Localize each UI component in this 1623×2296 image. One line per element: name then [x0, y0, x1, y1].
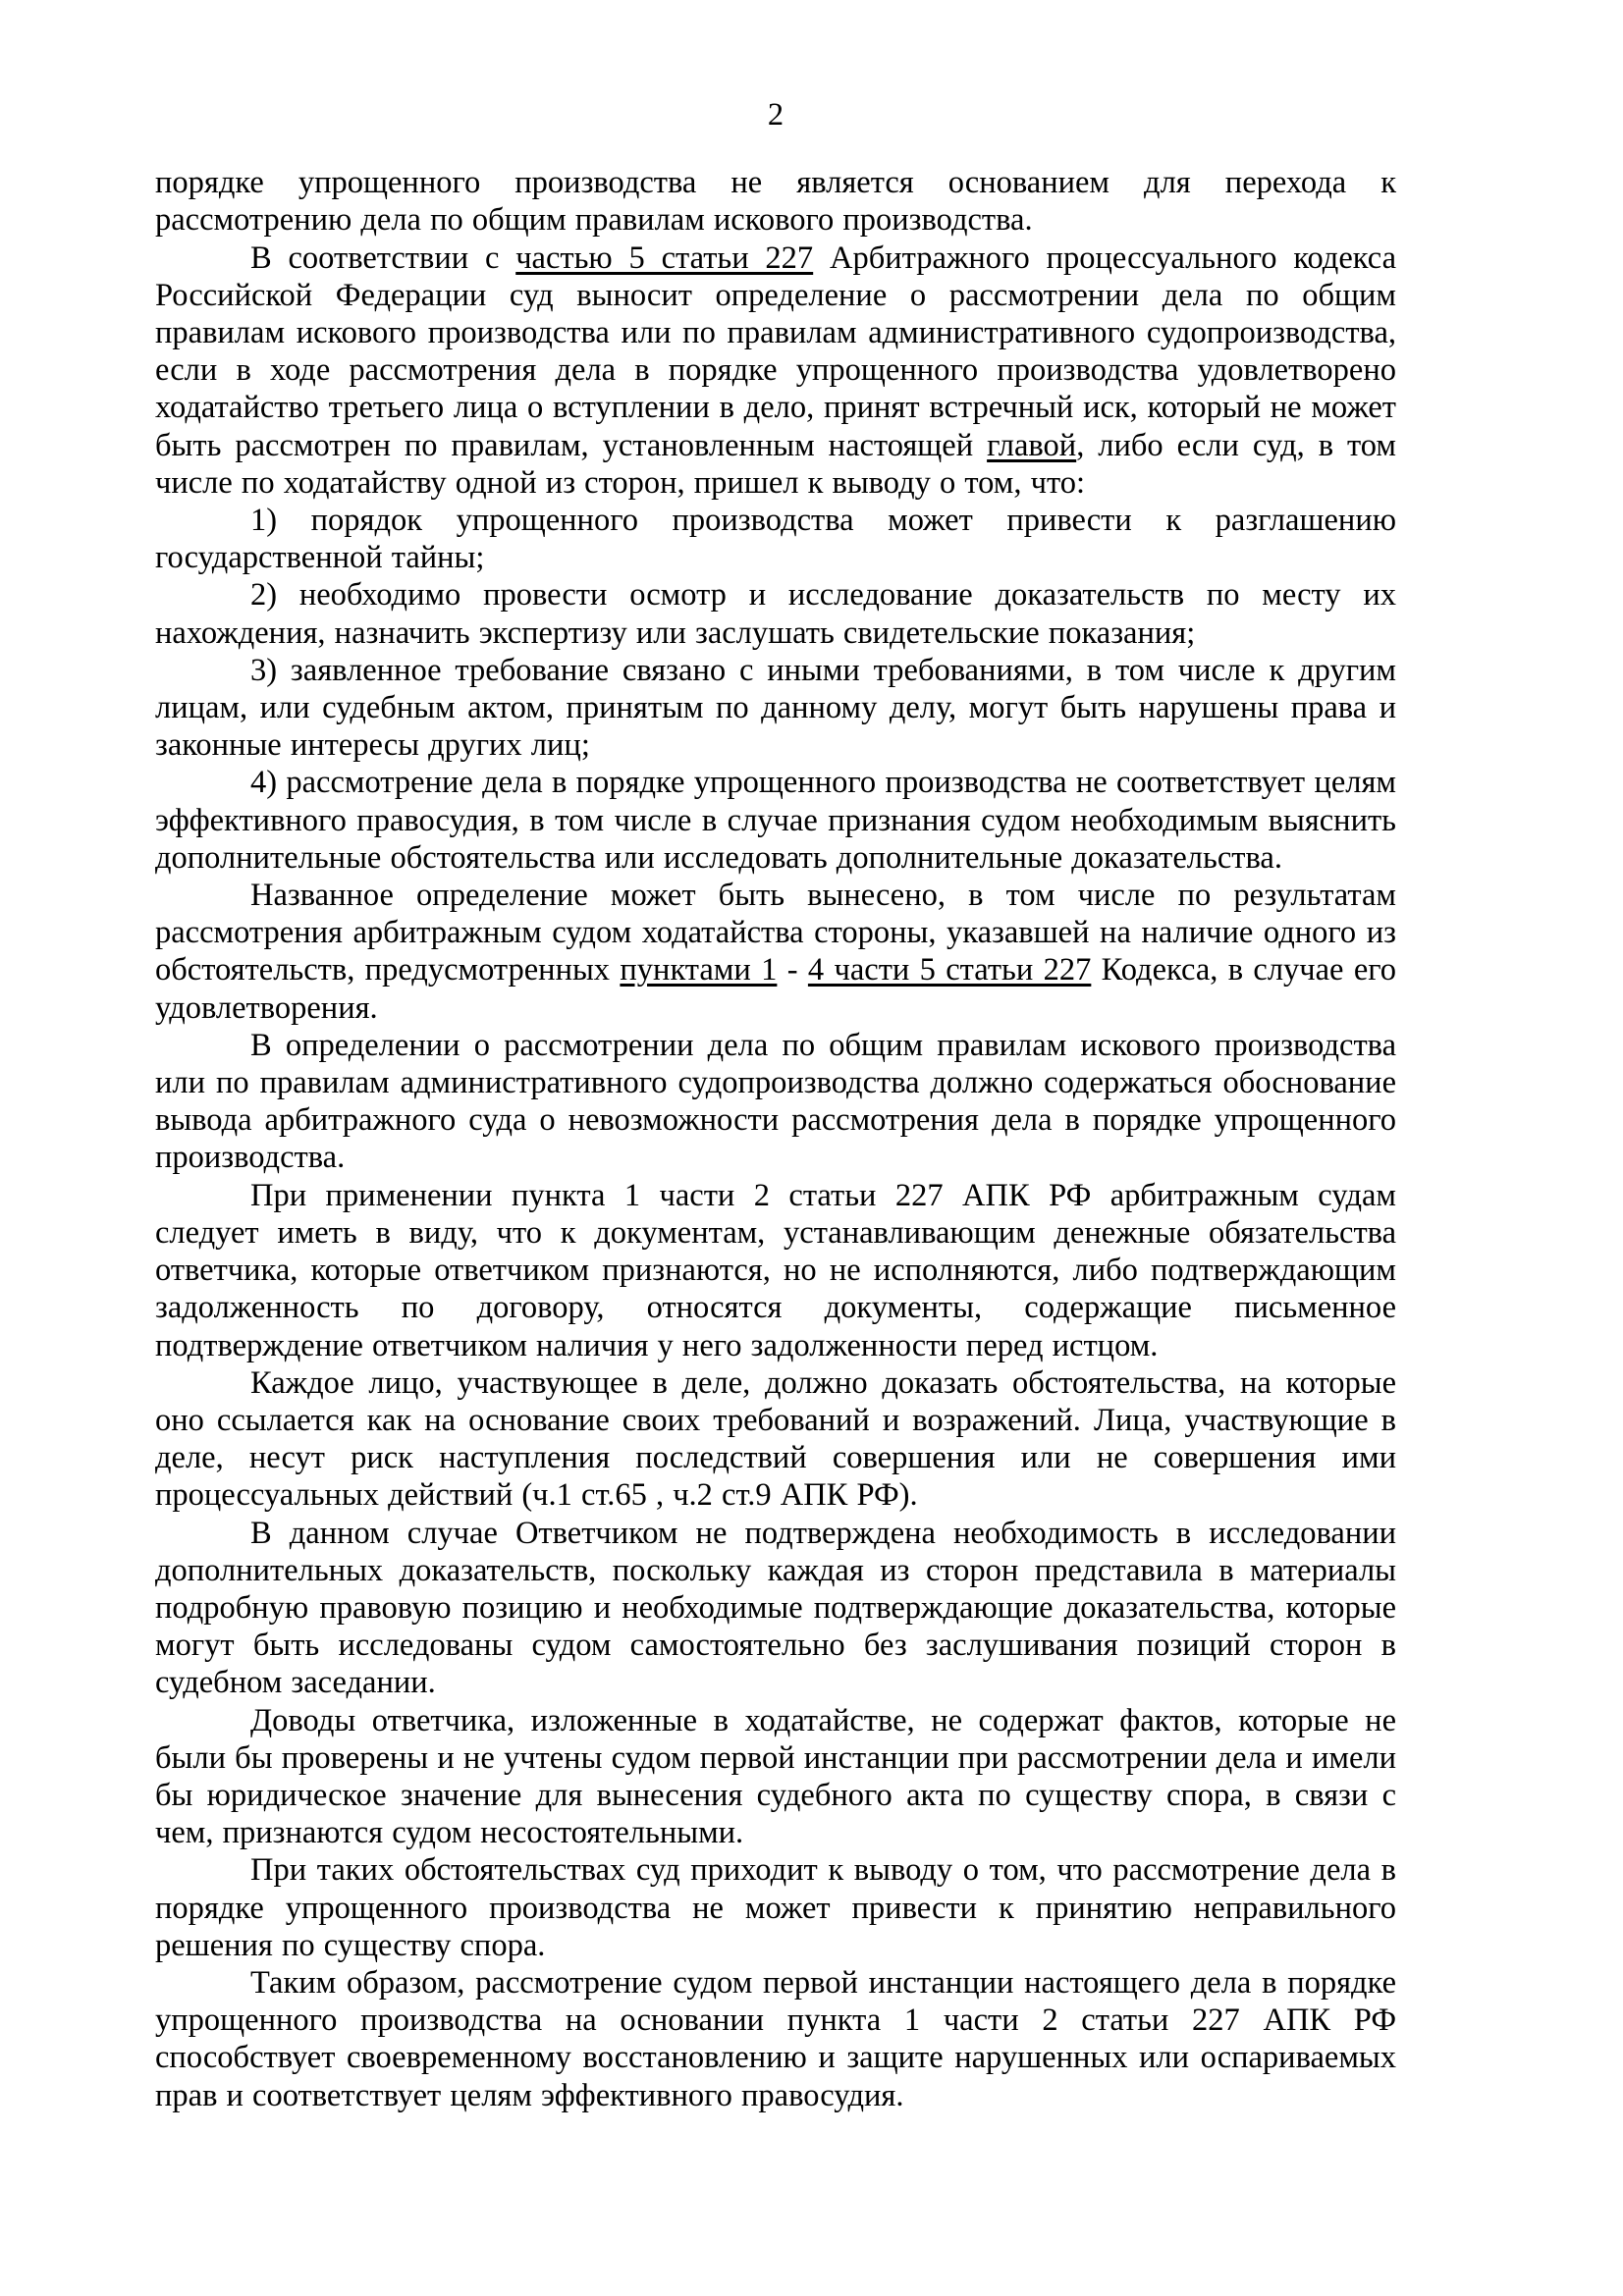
- text-segment: В данном случае Ответчиком не подтверждена необходимость в исследовании дополнительных доказательств, поскольку каждая из сторон представила в материалы подробную правовую позицию и необходимые подтверждающие доказательства, которые могут быть исследованы судом самостоятельно без заслушивания позиций сторон в судебном заседании.: [155, 1515, 1396, 1701]
- underlined-reference: частью 5 статьи 227: [515, 240, 814, 276]
- paragraph: [155, 652, 1396, 765]
- text-segment: В соответствии с: [250, 240, 516, 276]
- paragraph: [155, 502, 1396, 576]
- text-segment: 2) необходимо провести осмотр и исследование доказательств по месту их нахождения, назначить экспертизу или заслушать свидетельские показания;: [155, 577, 1396, 651]
- page-number: 2: [767, 97, 784, 133]
- paragraph: [155, 240, 1396, 502]
- paragraph: [155, 1364, 1396, 1515]
- paragraph: [155, 1851, 1396, 1964]
- text-segment: Арбитражного процессуального кодекса Российской Федерации суд выносит определение о рассмотрении дела по общим правилам искового производства или по правилам административного судопроизводства, если в ходе рассмотрения дела в порядке упрощенного производства удовлетворено ходатайство третьего лица о вступлении в дело, принят встречный иск, который не может быть рассмотрен по правилам, установленным настоящей: [155, 240, 1396, 463]
- text-segment: Доводы ответчика, изложенные в ходатайстве, не содержат фактов, которые не были бы проверены и не учтены судом первой инстанции при рассмотрении дела и имели бы юридическое значение для вынесения судебного акта по существу спора, в связи с чем, признаются судом несостоятельными.: [155, 1702, 1396, 1851]
- text-segment: Таким образом, рассмотрение судом первой инстанции настоящего дела в порядке упрощенного производства на основании пункта 1 части 2 статьи 227 АПК РФ способствует своевременному восстановлению и защите нарушенных или оспариваемых прав и соответствует целям эффективного правосудия.: [155, 1964, 1396, 2113]
- underlined-reference: пунктами 1: [620, 952, 778, 988]
- text-segment: 3) заявленное требование связано с иными требованиями, в том числе к другим лицам, или судебным актом, принятым по данному делу, могут быть нарушены права и законные интересы других лиц;: [155, 652, 1396, 764]
- text-segment: 4) рассмотрение дела в порядке упрощенного производства не соответствует целям эффективного правосудия, в том числе в случае признания судом необходимым выяснить дополнительные обстоятельства или исследовать дополнительные доказательства.: [155, 765, 1396, 876]
- paragraph: [155, 576, 1396, 651]
- paragraph: [155, 764, 1396, 877]
- text-segment: Названное определение может быть вынесено, в том числе по результатам рассмотрения арбитражным судом ходатайства стороны, указавшей на наличие одного из обстоятельств, предусмотренных: [155, 878, 1396, 988]
- text-segment: порядке упрощенного производства не является основанием для перехода к рассмотрению дела по общим правилам искового производства.: [155, 165, 1396, 239]
- underlined-reference: 4 части 5 статьи 227: [807, 952, 1092, 988]
- text-segment: В определении о рассмотрении дела по общим правилам искового производства или по правилам административного судопроизводства должно содержаться обоснование вывода арбитражного суда о невозможности рассмотрения дела в порядке упрощенного производства.: [155, 1027, 1396, 1176]
- paragraph: [155, 164, 1396, 239]
- paragraph: [155, 877, 1396, 1027]
- paragraph: [155, 1515, 1396, 1702]
- paragraph: [155, 1964, 1396, 2114]
- text-segment: -: [777, 952, 808, 988]
- document-body: [155, 164, 1396, 2114]
- underlined-reference: главой: [987, 427, 1077, 463]
- text-segment: При применении пункта 1 части 2 статьи 227 АПК РФ арбитражным судам следует иметь в виду, что к документам, устанавливающим денежные обязательства ответчика, которые ответчиком признаются, но не исполняются, либо подтверждающим задолженность по договору, относятся документы, содержащие письменное подтверждение ответчиком наличия у него задолженности перед истцом.: [155, 1177, 1396, 1363]
- text-segment: 1) порядок упрощенного производства может привести к разглашению государственной тайны;: [155, 503, 1396, 576]
- paragraph: [155, 1177, 1396, 1364]
- paragraph: [155, 1702, 1396, 1852]
- text-segment: При таких обстоятельствах суд приходит к выводу о том, что рассмотрение дела в порядке упрощенного производства не может привести к принятию неправильного решения по существу спора.: [155, 1852, 1396, 1963]
- paragraph: [155, 1027, 1396, 1177]
- text-segment: , либо если суд, в том числе по ходатайству одной из сторон, пришел к выводу о том, что:: [155, 427, 1396, 501]
- text-segment: Каждое лицо, участвующее в деле, должно доказать обстоятельства, на которые оно ссылается как на основание своих требований и возражений. Лица, участвующие в деле, несут риск наступления последствий совершения или не совершения ими процессуальных действий (ч.1 ст.65 , ч.2 ст.9 АПК РФ).: [155, 1364, 1396, 1514]
- text-segment: Кодекса, в случае его удовлетворения.: [155, 952, 1397, 1026]
